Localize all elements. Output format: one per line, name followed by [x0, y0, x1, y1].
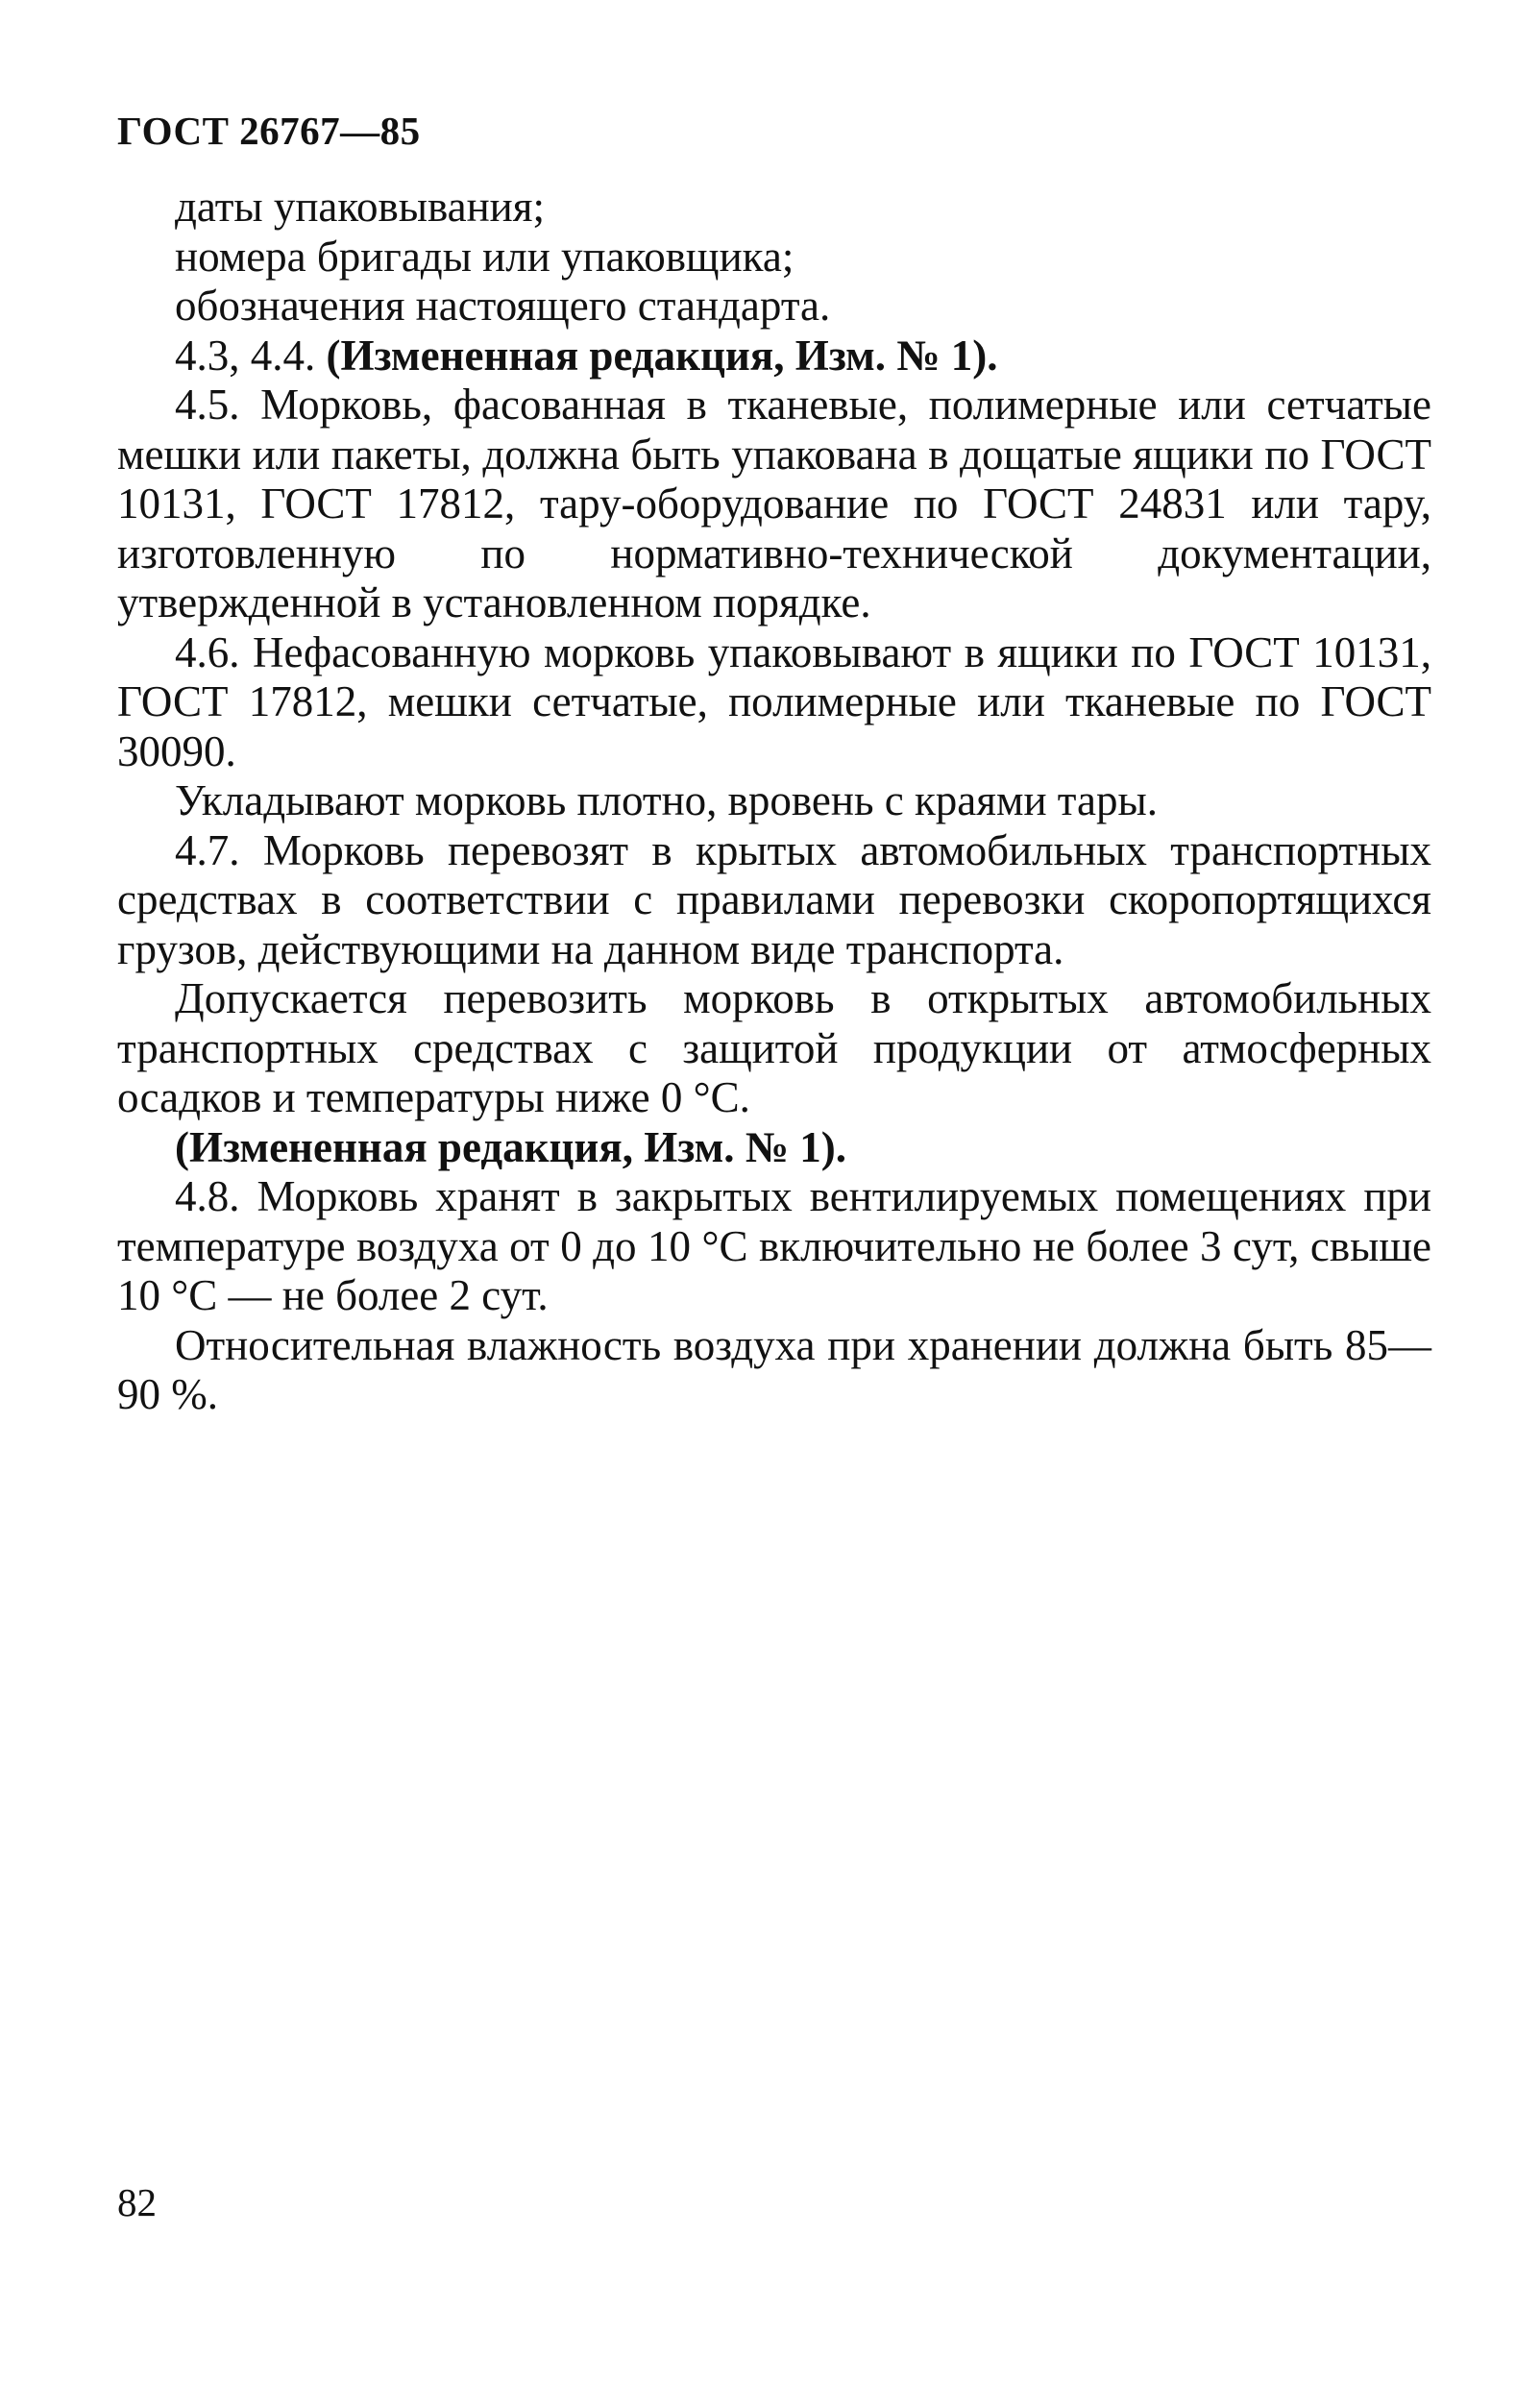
clause-4-7-open-transport: Допускается перевозить морковь в открытых автомобильных транспортных средствах с защитой продукции от атмосферных осадков и температуры ниже 0 °С. — [117, 974, 1431, 1121]
list-item-brigade-number: номера бригады или упаковщика; — [175, 232, 794, 281]
page-number: 82 — [117, 2180, 157, 2224]
clause-4-5: 4.5. Морковь, фасованная в тканевые, полимерные или сетчатые мешки или пакеты, должна быть упакована в дощатые ящики по ГОСТ 10131, ГОСТ 17812, тару-оборудование по ГОСТ 24831 или тару, изготовленную по нормативно-технической документации, утвержденной в установленном порядке. — [117, 381, 1431, 626]
page-header: ГОСТ 26767—85 — [117, 109, 421, 153]
clause-4-7: 4.7. Морковь перевозят в крытых автомобильных транспортных средствах в соответствии с правилами перевозки скоропортящихся грузов, действующими на данном виде транспорта. — [117, 825, 1431, 973]
clause-4-6: 4.6. Нефасованную морковь упаковывают в ящики по ГОСТ 10131, ГОСТ 17812, мешки сетчатые, полимерные или тканевые по ГОСТ 30090. — [117, 627, 1431, 775]
amendment-note-4-7: (Измененная редакция, Изм. № 1). — [175, 1122, 847, 1171]
list-item-packing-date: даты упаковывания; — [175, 183, 545, 231]
clause-reference: 4.3, 4.4. — [175, 331, 327, 380]
clause-4-8-humidity: Относительная влажность воздуха при хранении должна быть 85—90 %. — [117, 1320, 1431, 1418]
clause-4-8: 4.8. Морковь хранят в закрытых вентилируемых помещениях при температуре воздуха от 0 до 10 °С включительно не более 3 сут, свыше 10 °С — не более 2 сут. — [117, 1172, 1431, 1319]
amendment-label: (Измененная редакция, Изм. № 1). — [326, 331, 998, 380]
clause-4-6-stacking: Укладывают морковь плотно, вровень с краями тары. — [175, 776, 1158, 824]
document-body — [117, 183, 1431, 1420]
amendment-note-4-3-4-4 — [117, 332, 1431, 381]
list-item-standard-designation: обозначения настоящего стандарта. — [175, 282, 831, 330]
